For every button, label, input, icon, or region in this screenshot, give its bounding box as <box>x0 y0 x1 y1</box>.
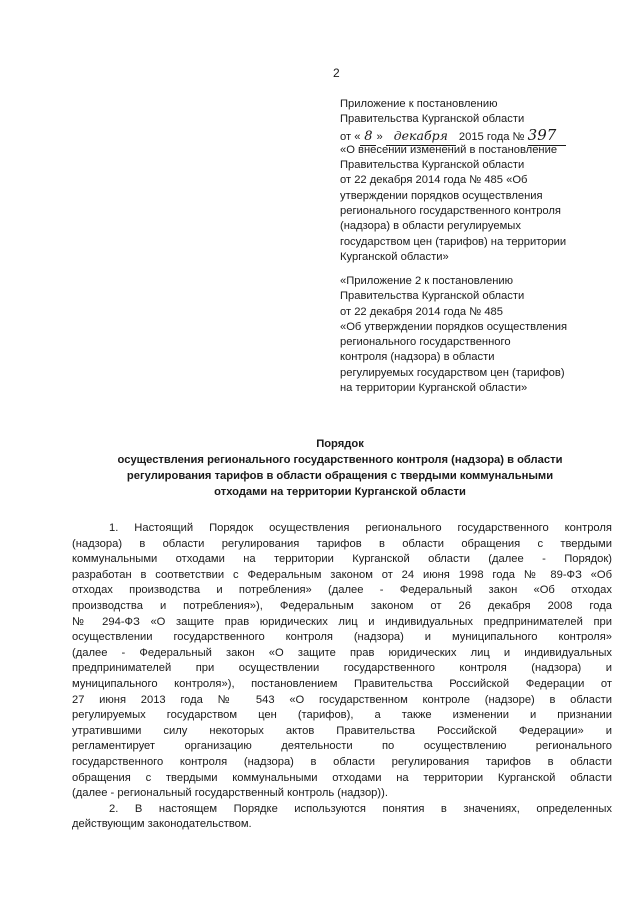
paragraph-line: № 294-ФЗ «О защите прав юридических лиц и индивидуальных предпринимателей при <box>72 615 612 628</box>
appendix-line: утверждении порядков осуществления <box>340 189 543 202</box>
handwritten-month: декабря <box>393 127 448 143</box>
paragraph-line: муниципального контроля»), постановлением Правительства Российской Федерации от <box>72 677 612 690</box>
document-body <box>72 521 612 833</box>
appendix-line: (надзора) в области регулируемых <box>340 220 521 233</box>
paragraph-line: коммунальными отходами на территории Курганской области (далее - Порядок) <box>72 553 612 566</box>
date-prefix: от « <box>340 130 361 143</box>
paragraph-line: отходах производства и потребления» (далее - Федеральный закон «Об отходах <box>72 584 612 597</box>
appendix-line: Приложение к постановлению <box>340 98 498 110</box>
appendix2-line: регионального государственного <box>340 336 511 349</box>
appendix2-line: «Об утверждении порядков осуществления <box>340 320 568 333</box>
title-line: осуществления регионального государственного контроля (надзора) в области <box>117 454 563 466</box>
appendix2-line: на территории Курганской области» <box>340 382 528 395</box>
appendix2-line: контроля (надзора) в области <box>340 351 495 364</box>
paragraph-line: 2. В настоящем Порядке используются понятия в значениях, определенных <box>109 802 612 815</box>
paragraph-line: регламентирует организацию деятельности по осуществлению регионального <box>72 740 612 753</box>
appendix-line: Курганской области» <box>340 250 449 263</box>
appendix-line: государством цен (тарифов) на территории <box>340 235 567 248</box>
appendix2-line: Правительства Курганской области <box>340 290 525 303</box>
title-line: отходами на территории Курганской области <box>214 486 466 498</box>
paragraph-line: государственного контроля (надзора) в области регулирования тарифов в области <box>72 755 612 768</box>
appendix2-line: «Приложение 2 к постановлению <box>340 275 514 287</box>
document-title <box>60 436 620 500</box>
page-number: 2 <box>333 66 340 80</box>
appendix-line: Правительства Курганской области <box>340 159 525 172</box>
paragraph-line: регулируемых государством цен (тарифов), а также изменении и признании <box>72 709 612 722</box>
title-line: Порядок <box>316 438 364 450</box>
appendix-block <box>340 97 630 265</box>
paragraph-line: утратившими силу некоторых актов Правительства Российской Федерации» и <box>72 724 612 737</box>
paragraph-line: (надзора) в области регулирования тарифов в области обращения с твердыми <box>72 537 612 550</box>
paragraph-line: 27 июня 2013 года № 543 «О государственном контроле (надзоре) в области <box>72 693 612 706</box>
title-line: регулирования тарифов в области обращения с твердыми коммунальными <box>126 470 554 482</box>
paragraph-line: обращения с твердыми коммунальными отходами на территории Курганской области <box>72 771 612 784</box>
appendix-line: от 22 декабря 2014 года № 485 «Об <box>340 174 528 187</box>
paragraph-line: предпринимателей при осуществлении государственного контроля (надзора) и <box>72 662 612 675</box>
appendix2-block <box>340 274 630 396</box>
handwritten-day: 8 <box>364 128 373 144</box>
date-year: 2015 года № <box>458 130 525 143</box>
paragraph-line: осуществлении государственного контроля (надзора) и муниципального контроля» <box>72 631 612 644</box>
appendix2-line: регулируемых государством цен (тарифов) <box>340 366 565 379</box>
appendix-date-line <box>340 125 630 144</box>
date-mid: » <box>376 130 383 143</box>
paragraph-line: (далее - региональный государственный контроль (надзор)). <box>72 787 388 800</box>
paragraph-line: разработан в соответствии с Федеральным законом от 24 июня 1998 года № 89-ФЗ «Об <box>72 568 612 581</box>
appendix-line: Правительства Курганской области <box>340 113 525 126</box>
handwritten-number: 397 <box>527 125 557 144</box>
appendix-line: регионального государственного контроля <box>340 205 561 218</box>
paragraph-line: 1. Настоящий Порядок осуществления регионального государственного контроля <box>109 522 612 534</box>
paragraph-line: производства и потребления»), Федеральным законом от 26 декабря 2008 года <box>72 599 612 612</box>
paragraph-line: (далее - Федеральный закон «О защите прав юридических лиц и индивидуальных <box>72 646 612 659</box>
paragraph-line: действующим законодательством. <box>72 818 252 831</box>
appendix2-line: от 22 декабря 2014 года № 485 <box>340 305 503 318</box>
appendix-line: «О внесении изменений в постановление <box>340 143 558 156</box>
